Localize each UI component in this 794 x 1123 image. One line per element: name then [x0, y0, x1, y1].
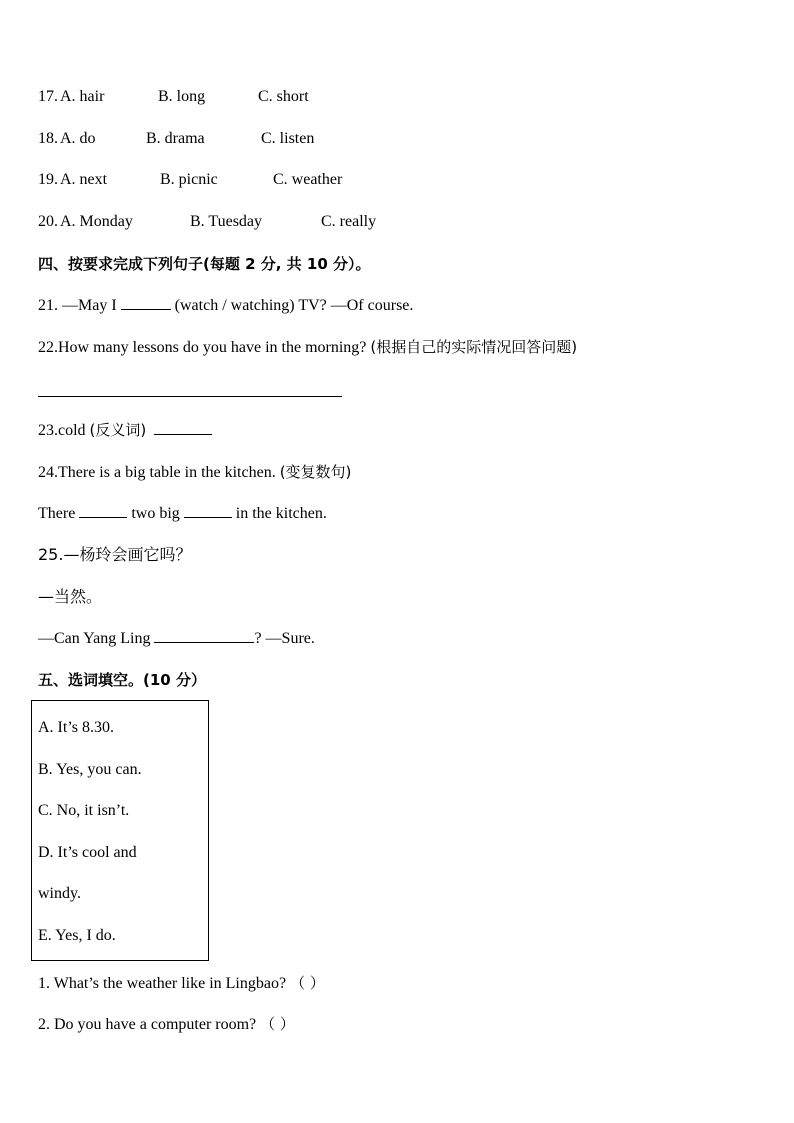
question-24-part2: two big — [131, 505, 184, 522]
question-24-text: 24.There is a big table in the kitchen. — [38, 464, 280, 481]
question-number: 19. — [38, 171, 58, 188]
question-number: 20. — [38, 213, 58, 230]
word-bank-item-b: B. Yes, you can. — [38, 761, 142, 778]
section-5-heading: 五、选词填空。(10 分） — [38, 671, 206, 689]
option-a: A. hair — [60, 88, 105, 105]
question-number: 17. — [38, 88, 58, 105]
question-24-blank-1[interactable] — [79, 503, 127, 518]
question-24-instruction: (变复数句) — [279, 463, 352, 481]
question-24-answer — [38, 503, 327, 524]
section-5-question-2-answer-bracket[interactable]: （ ） — [260, 1015, 295, 1033]
question-23-blank[interactable] — [154, 420, 212, 435]
question-25-line-2 — [38, 587, 102, 607]
word-bank-item-a: A. It’s 8.30. — [38, 719, 114, 736]
option-b: B. drama — [146, 130, 205, 147]
option-a: A. do — [60, 130, 96, 147]
option-c: C. really — [321, 213, 377, 230]
option-b: B. picnic — [160, 171, 218, 188]
question-23 — [38, 420, 212, 441]
question-23-instruction: (反义词) — [89, 421, 147, 439]
section-5-question-2-text: 2. Do you have a computer room? — [38, 1016, 257, 1033]
question-number: 18. — [38, 130, 58, 147]
question-24-blank-2[interactable] — [184, 503, 232, 518]
section-5-question-1 — [38, 973, 325, 994]
option-b: B. long — [158, 88, 206, 105]
question-25-line-1 — [38, 545, 191, 565]
option-a: A. next — [60, 171, 108, 188]
question-25-chinese-answer: —当然。 — [38, 587, 103, 606]
question-25-chinese-question: 25.—杨玲会画它吗？ — [38, 545, 192, 564]
option-c: C. listen — [261, 130, 315, 147]
option-b: B. Tuesday — [190, 213, 263, 230]
question-22-instruction: (根据自己的实际情况回答问题) — [370, 338, 578, 356]
question-25-part2: ? —Sure. — [254, 630, 315, 647]
section-4-heading: 四、按要求完成下列句子(每题 2 分, 共 10 分）。 — [38, 255, 371, 273]
word-bank-item-d-continued: windy. — [38, 885, 81, 902]
question-21-start: 21. —May I — [38, 297, 121, 314]
question-25-part1: —Can Yang Ling — [38, 630, 155, 647]
question-24 — [38, 462, 351, 483]
question-25-english — [38, 628, 315, 649]
question-22-text: 22.How many lessons do you have in the morning? — [38, 339, 371, 356]
word-bank-box — [31, 700, 209, 961]
question-24-part1: There — [38, 505, 80, 522]
question-22 — [38, 337, 577, 358]
question-25-blank[interactable] — [154, 628, 254, 643]
question-21 — [38, 295, 413, 316]
word-bank-item-e: E. Yes, I do. — [38, 927, 116, 944]
question-22-answer-line[interactable] — [38, 396, 342, 397]
option-a: A. Monday — [60, 213, 133, 230]
question-23-text: 23.cold — [38, 422, 90, 439]
section-5-question-1-text: 1. What’s the weather like in Lingbao? — [38, 975, 287, 992]
option-c: C. short — [258, 88, 309, 105]
section-5-question-1-answer-bracket[interactable]: （ ） — [290, 974, 325, 992]
question-21-end: (watch / watching) TV? —Of course. — [174, 297, 414, 314]
word-bank-item-c: C. No, it isn’t. — [38, 802, 130, 819]
section-5-question-2 — [38, 1014, 295, 1035]
question-24-part3: in the kitchen. — [235, 505, 327, 522]
word-bank-item-d: D. It’s cool and — [38, 844, 137, 861]
option-c: C. weather — [273, 171, 343, 188]
question-21-blank[interactable] — [121, 295, 171, 310]
